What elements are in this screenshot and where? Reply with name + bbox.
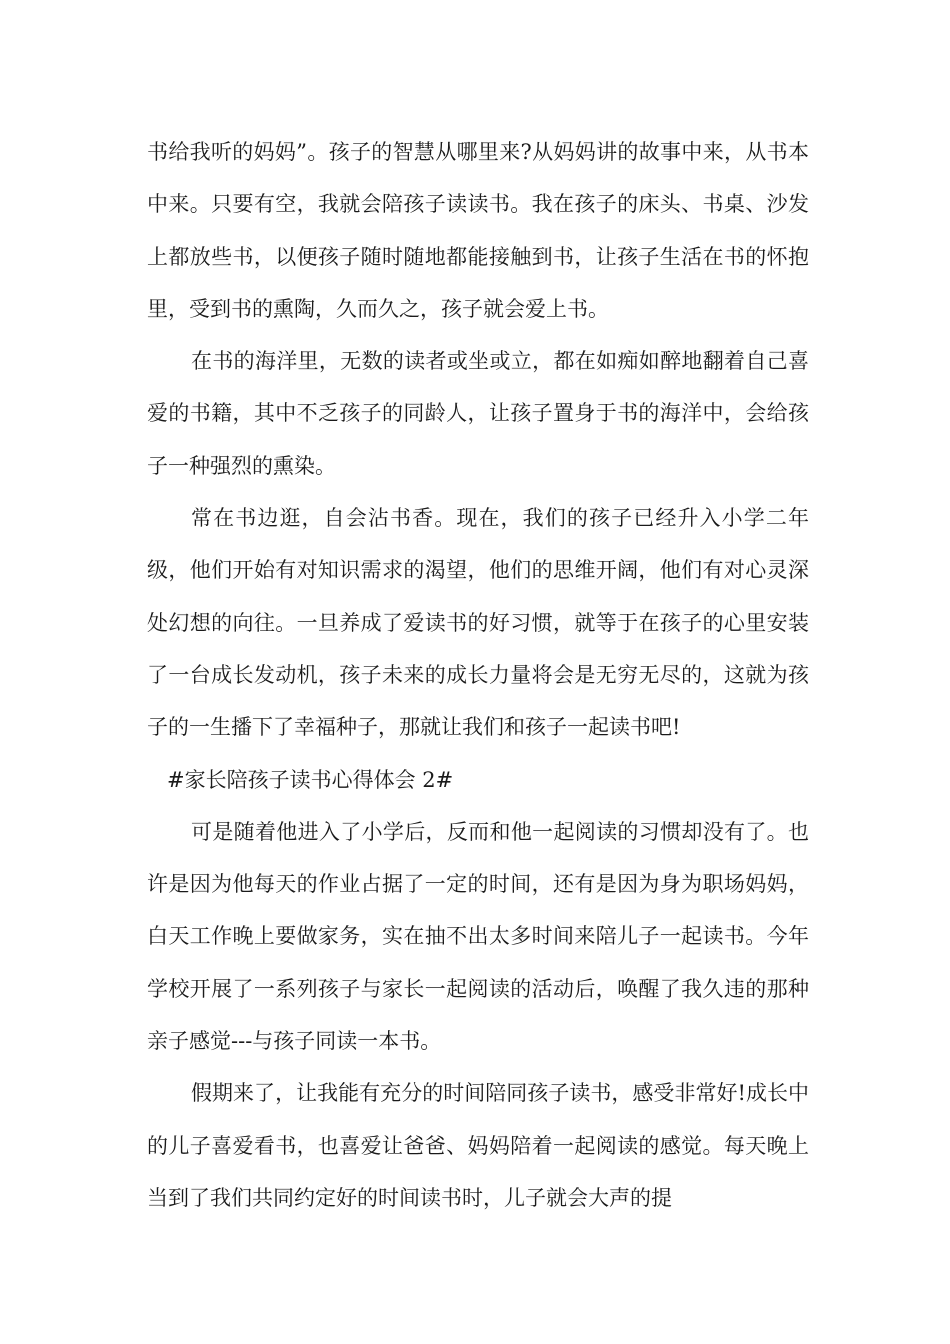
section-heading: #家长陪孩子读书心得体会 2# (167, 767, 454, 792)
paragraph-3: 常在书边逛，自会沾书香。现在，我们的孩子已经升入小学二年级，他们开始有对知识需求的渴望，他们的思维开阔，他们有对心灵深处幻想的向往。一旦养成了爱读书的好习惯，就等于在孩子的心里安装了一台成长发动机，孩子未来的成长力量将会是无穷无尽的，这就为孩子的一生播下了幸福种子，那就让我们和孩子一起读书吧! (147, 506, 809, 740)
paragraph-1: 书给我听的妈妈”。孩子的智慧从哪里来?从妈妈讲的故事中来，从书本中来。只要有空，我就会陪孩子读读书。我在孩子的床头、书桌、沙发上都放些书，以便孩子随时随地都能接触到书，让孩子生活在书的怀抱里，受到书的熏陶，久而久之，孩子就会爱上书。 (147, 140, 809, 321)
paragraph-5: 假期来了，让我能有充分的时间陪同孩子读书，感受非常好!成长中的儿子喜爱看书，也喜爱让爸爸、妈妈陪着一起阅读的感觉。每天晚上当到了我们共同约定好的时间读书时，儿子就会大声的提 (147, 1081, 809, 1210)
paragraph-4: 可是随着他进入了小学后，反而和他一起阅读的习惯却没有了。也许是因为他每天的作业占据了一定的时间，还有是因为身为职场妈妈，白天工作晚上要做家务，实在抽不出太多时间来陪儿子一起读书。今年学校开展了一系列孩子与家长一起阅读的活动后，唤醒了我久违的那种亲子感觉---与孩子同读一本书。 (147, 819, 809, 1054)
paragraph-2: 在书的海洋里，无数的读者或坐或立，都在如痴如醉地翻着自己喜爱的书籍，其中不乏孩子的同龄人，让孩子置身于书的海洋中，会给孩子一种强烈的熏染。 (147, 349, 809, 478)
document-body (147, 126, 809, 1224)
